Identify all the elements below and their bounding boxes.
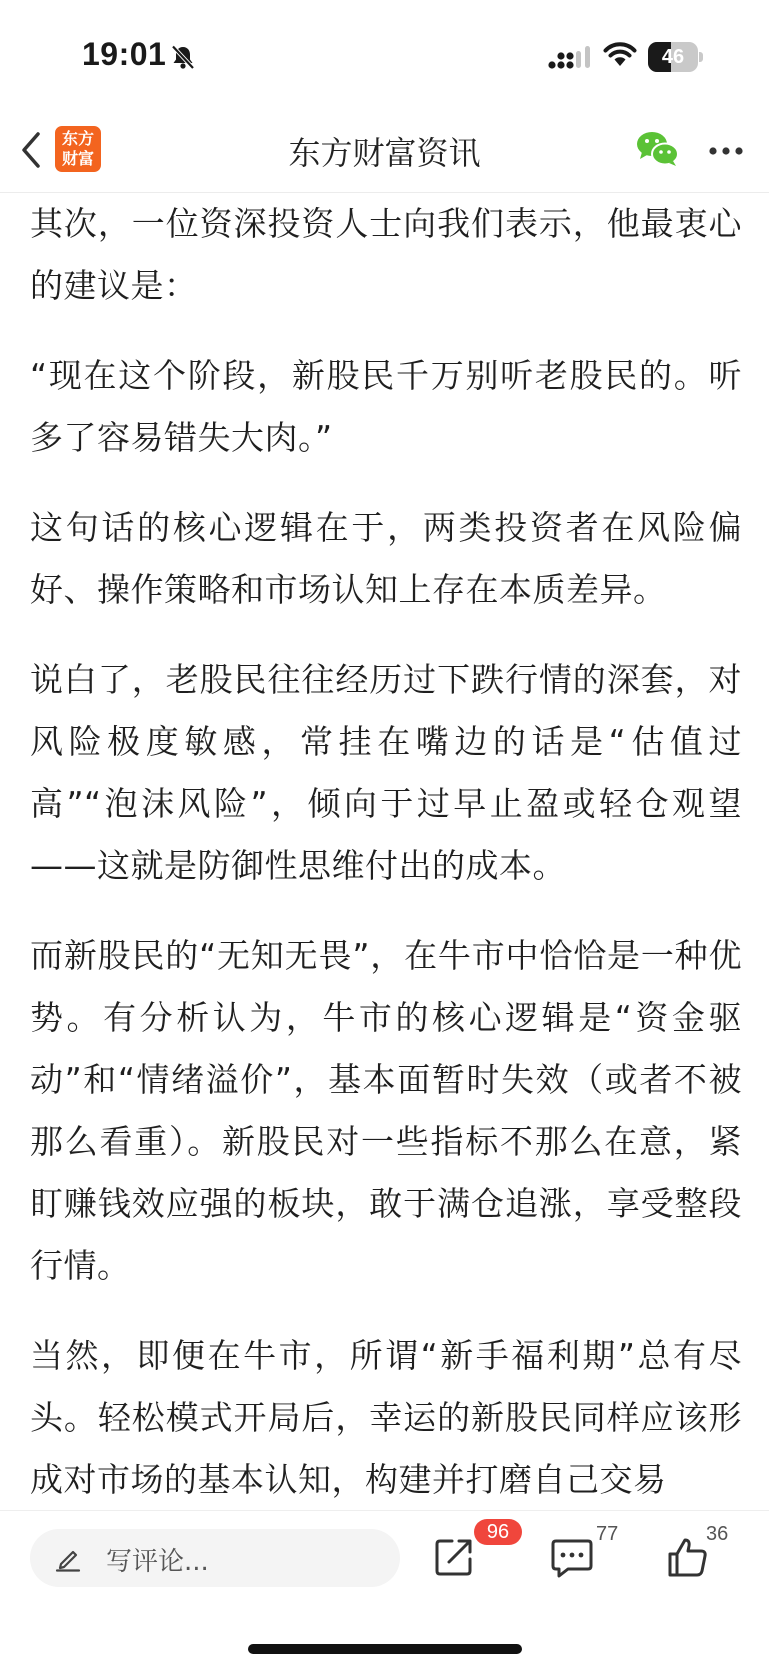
battery-indicator [648, 42, 704, 72]
comment-placeholder: 写评论... [106, 1547, 209, 1577]
like-count: 36 [706, 1523, 729, 1545]
article-paragraph: 当然，即便在牛市，所谓“新手福利期”总有尽头。轻松模式开局后，幸运的新股民同样应该形成对市场的基本认知，构建并打磨自己交易 [30, 1336, 742, 1499]
article-paragraph: 而新股民的“无知无畏”，在牛市中恰恰是一种优势。有分析认为，牛市的核心逻辑是“资金驱动”和“情绪溢价”，基本面暂时失效（或者不被那么看重）。新股民对一些指标不那么在意，紧盯赚钱效应强的板块，敢于满仓追涨，享受整段行情。 [30, 936, 742, 1285]
status-time: 19:01 [82, 36, 167, 72]
comment-input[interactable] [30, 1529, 400, 1587]
thumbs-up-icon[interactable] [666, 1535, 710, 1579]
pencil-icon [54, 1544, 82, 1572]
article-paragraph: 其次，一位资深投资人士向我们表示，他最衷心的建议是： [30, 204, 742, 305]
logo-text-line2: 财富 [61, 149, 94, 168]
battery-percent: 46 [661, 46, 685, 68]
bottom-action-bar [0, 1510, 769, 1666]
page-title: 东方财富资讯 [288, 134, 481, 172]
article-paragraph: “现在这个阶段，新股民千万别听老股民的。听多了容易错失大肉。” [30, 356, 742, 457]
nav-bar [0, 110, 769, 193]
comment-icon[interactable] [550, 1537, 594, 1579]
comment-count: 77 [596, 1523, 619, 1545]
article-paragraph: 这句话的核心逻辑在于，两类投资者在风险偏好、操作策略和市场认知上存在本质差异。 [30, 508, 742, 609]
wechat-share-icon[interactable] [636, 130, 680, 168]
article-body [30, 193, 742, 1510]
more-options-icon[interactable] [708, 146, 744, 156]
status-bar [0, 0, 769, 110]
cellular-signal-icon [548, 44, 592, 70]
logo-text-line1: 东方 [61, 129, 94, 148]
home-indicator[interactable] [248, 1644, 522, 1654]
share-count-badge: 96 [474, 1519, 522, 1545]
article-paragraph: 说白了，老股民往往经历过下跌行情的深套，对风险极度敏感，常挂在嘴边的话是“估值过高”“泡沫风险”，倾向于过早止盈或轻仓观望——这就是防御性思维付出的成本。 [30, 660, 742, 885]
wifi-icon [602, 42, 638, 70]
share-icon[interactable] [432, 1535, 476, 1579]
bell-off-icon [170, 44, 196, 70]
